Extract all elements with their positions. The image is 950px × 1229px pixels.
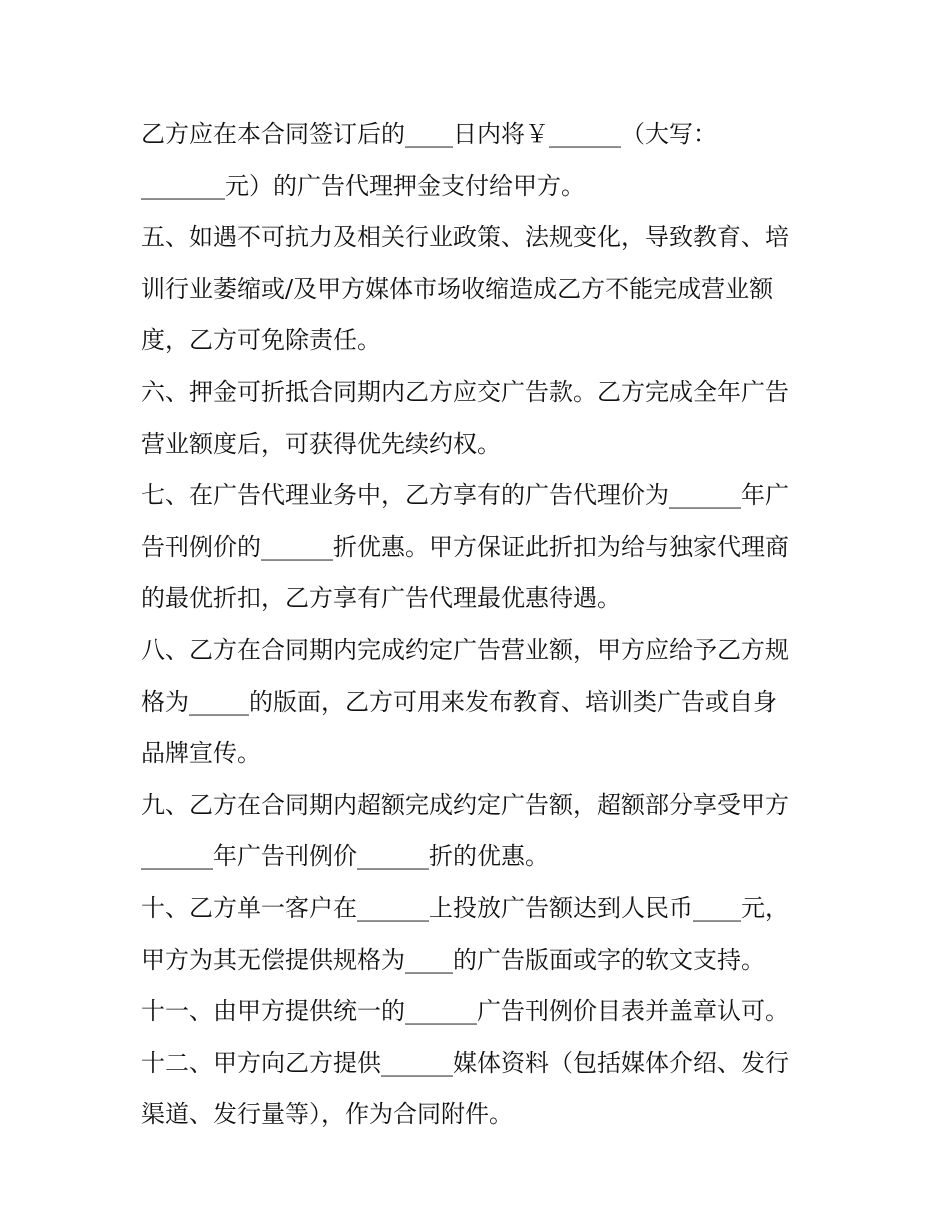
- text-line: 的最优折扣，乙方享有广告代理最优惠待遇。: [141, 584, 621, 613]
- text-line: 甲方为其无偿提供规格为____的广告版面或字的软文支持。: [141, 945, 765, 974]
- text-line: 告刊例价的______折优惠。甲方保证此折扣为给与独家代理商: [141, 532, 789, 561]
- text-line: 渠道、发行量等），作为合同附件。: [141, 1100, 513, 1129]
- text-line: 格为_____的版面，乙方可用来发布教育、培训类广告或自身: [141, 687, 777, 716]
- text-line: 品牌宣传。: [141, 739, 261, 768]
- text-line: ______年广告刊例价______折的优惠。: [141, 842, 549, 871]
- text-line: 度，乙方可免除责任。: [141, 326, 381, 355]
- text-line: 十、乙方单一客户在______上投放广告额达到人民币____元，: [141, 893, 789, 922]
- text-line: 五、如遇不可抗力及相关行业政策、法规变化，导致教育、培: [141, 223, 789, 252]
- text-line: 八、乙方在合同期内完成约定广告营业额，甲方应给予乙方规: [141, 635, 789, 664]
- text-line: _______元）的广告代理押金支付给甲方。: [141, 171, 585, 200]
- text-line: 训行业萎缩或/及甲方媒体市场收缩造成乙方不能完成营业额: [141, 274, 774, 303]
- text-line: 十一、由甲方提供统一的______广告刊例价目表并盖章认可。: [141, 997, 789, 1026]
- text-line: 六、押金可折抵合同期内乙方应交广告款。乙方完成全年广告: [141, 377, 789, 406]
- contract-text-body: [141, 109, 821, 1141]
- text-line: 九、乙方在合同期内超额完成约定广告额，超额部分享受甲方: [141, 790, 789, 819]
- text-line: 营业额度后，可获得优先续约权。: [141, 429, 501, 458]
- text-line: 七、在广告代理业务中，乙方享有的广告代理价为______年广: [141, 481, 789, 510]
- text-line: 乙方应在本合同签订后的____日内将￥______（大写：: [141, 120, 717, 148]
- text-line: 十二、甲方向乙方提供______媒体资料（包括媒体介绍、发行: [141, 1048, 789, 1077]
